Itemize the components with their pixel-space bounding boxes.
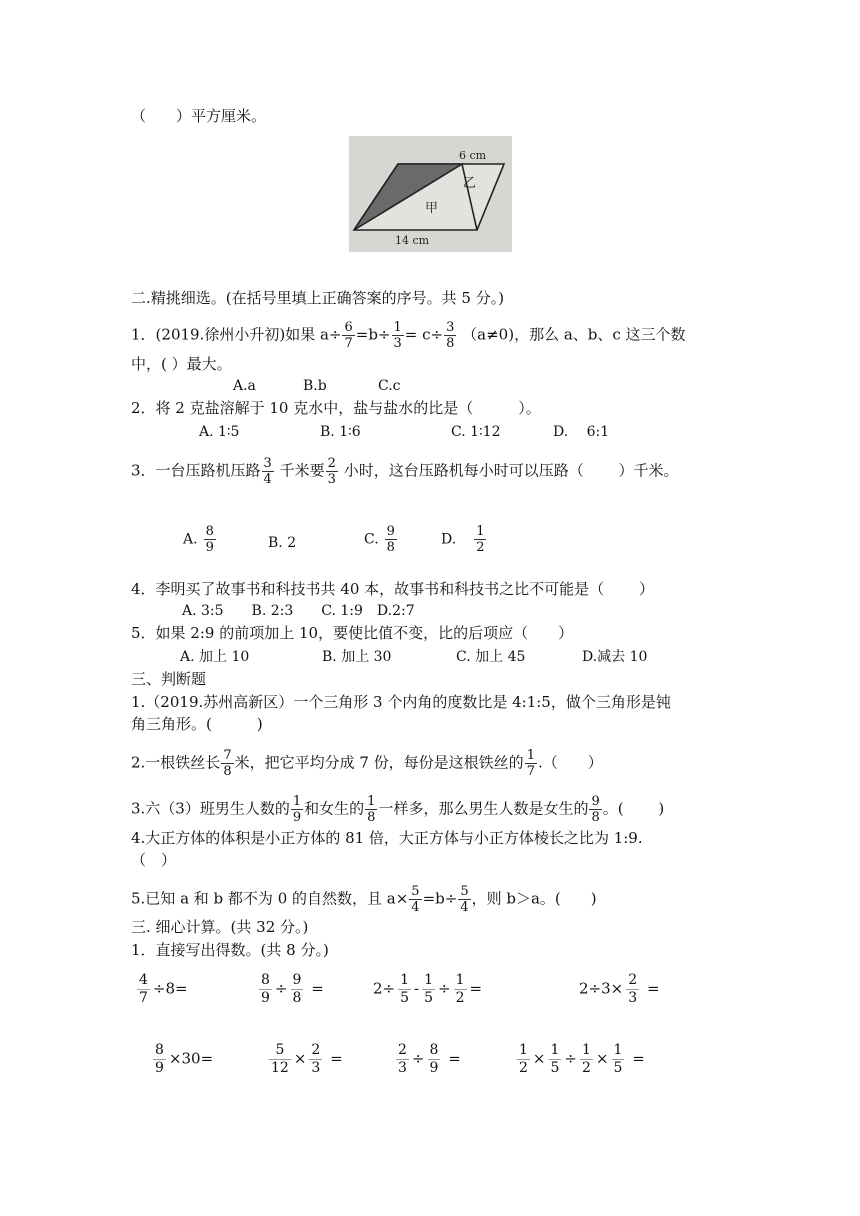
calc-r1-2: $\frac{8}{9}$ ÷ $\frac{9}{8}$ =	[261, 972, 324, 1006]
calc-r2-2: $\frac{5}{12}$ × $\frac{2}{3}$ =	[271, 1042, 343, 1076]
s2-q4: 4．李明买了故事书和科技书共 40 本，故事书和科技书之比不可能是（ ）	[131, 580, 654, 598]
s2-q5: 5．如果 2:9 的前项加上 10，要使比值不变，比的后项应（ ）	[131, 624, 574, 642]
header-line: （ ）平方厘米。	[131, 107, 267, 125]
calc-r1-1: $\frac{4}{7}$ ÷8=	[139, 972, 188, 1006]
section3-title: 三、判断题	[131, 670, 207, 688]
calc-r2-4: $\frac{1}{2}$ × $\frac{1}{5}$ ÷ $\frac{1}{2}$ × $\frac{1}{5}$ =	[519, 1042, 645, 1076]
calc-r2-3: $\frac{2}{3}$ ÷ $\frac{8}{9}$ =	[398, 1042, 461, 1076]
s2-q3-option-d: D. $\frac{1}{2}$	[441, 524, 485, 555]
s3-q4-line2: （ ）	[131, 851, 177, 869]
s3-q1-line2: 角三角形。( )	[131, 715, 263, 733]
s3-q2: 2.一根铁丝长 $\frac{7}{8}$ 米，把它平均分成 7 份，每份是这根铁丝的 $\frac{1}{7}$ .（ ）	[131, 748, 603, 779]
s3-q5: 5.已知 a 和 b 都不为 0 的自然数，且 a× $\frac{5}{4}$ =b÷ $\frac{5}{4}$ ，则 b＞a。( )	[131, 884, 597, 915]
figure-region-a: 甲	[425, 201, 439, 216]
s2-q1-option-b: B.b	[303, 378, 327, 394]
figure-region-b: 乙	[463, 176, 477, 191]
s2-q5-option-c: C. 加上 45	[456, 649, 526, 665]
parallelogram-figure	[349, 136, 512, 252]
s2-q3-option-a: A. $\frac{8}{9}$	[183, 524, 214, 555]
s2-q3: 3．一台压路机压路 $\frac{3}{4}$ 千米要 $\frac{2}{3}$ 小时，这台压路机每小时可以压路（ ）千米。	[131, 456, 679, 487]
s2-q2-option-b: B. 1∶6	[320, 424, 361, 440]
s2-q5-option-a: A. 加上 10	[180, 649, 250, 665]
s3-q3: 3.六（3）班男生人数的 $\frac{1}{9}$ 和女生的 $\frac{1}{8}$ 一样多，那么男生人数是女生的 $\frac{9}{8}$ 。( )	[131, 794, 665, 825]
s2-q1-line2: 中，( ）最大。	[131, 355, 232, 373]
s2-q1: 1．(2019.徐州小升初)如果 a÷ $\frac{6}{7}$ =b÷ $\frac{1}{3}$ = c÷ $\frac{3}{8}$ （a≠0)，那么 a、b、c 这三个数	[131, 320, 686, 351]
figure-bottom-label: 14 cm	[395, 234, 430, 247]
s2-q5-option-d: D.减去 10	[582, 649, 648, 665]
s2-q1-option-a: A.a	[233, 378, 256, 394]
calc-r1-3: 2÷ $\frac{1}{5}$ - $\frac{1}{5}$ ÷ $\frac{1}{2}$ =	[373, 972, 483, 1006]
figure-top-label: 6 cm	[459, 149, 487, 162]
s2-q2: 2．将 2 克盐溶解于 10 克水中，盐与盐水的比是（ ）。	[131, 399, 541, 417]
s2-q2-option-d: D. 6:1	[553, 424, 610, 440]
s2-q4-options: A. 3:5 B. 2:3 C. 1:9 D.2:7	[182, 603, 415, 619]
section4-title: 三. 细心计算。(共 32 分。)	[131, 918, 309, 936]
s2-q2-option-a: A. 1∶5	[199, 424, 240, 440]
calc-r1-4: 2÷3× $\frac{2}{3}$ =	[579, 972, 660, 1006]
section4-subtitle: 1．直接写出得数。(共 8 分。)	[131, 941, 329, 959]
s2-q5-option-b: B. 加上 30	[322, 649, 392, 665]
s2-q2-option-c: C. 1∶12	[451, 424, 501, 440]
s3-q4-line1: 4.大正方体的体积是小正方体的 81 倍，大正方体与小正方体棱长之比为 1:9.	[131, 829, 643, 847]
s2-q1-option-c: C.c	[378, 378, 401, 394]
s2-q3-option-b: B. 2	[268, 535, 297, 551]
section2-title: 二.精挑细选。(在括号里填上正确答案的序号。共 5 分。)	[131, 289, 505, 307]
calc-r2-1: $\frac{8}{9}$ ×30=	[155, 1042, 214, 1076]
s3-q1-line1: 1.（2019.苏州高新区）一个三角形 3 个内角的度数比是 4:1:5，做个三角形是钝	[131, 693, 671, 711]
s2-q3-option-c: C. $\frac{9}{8}$	[364, 524, 395, 555]
